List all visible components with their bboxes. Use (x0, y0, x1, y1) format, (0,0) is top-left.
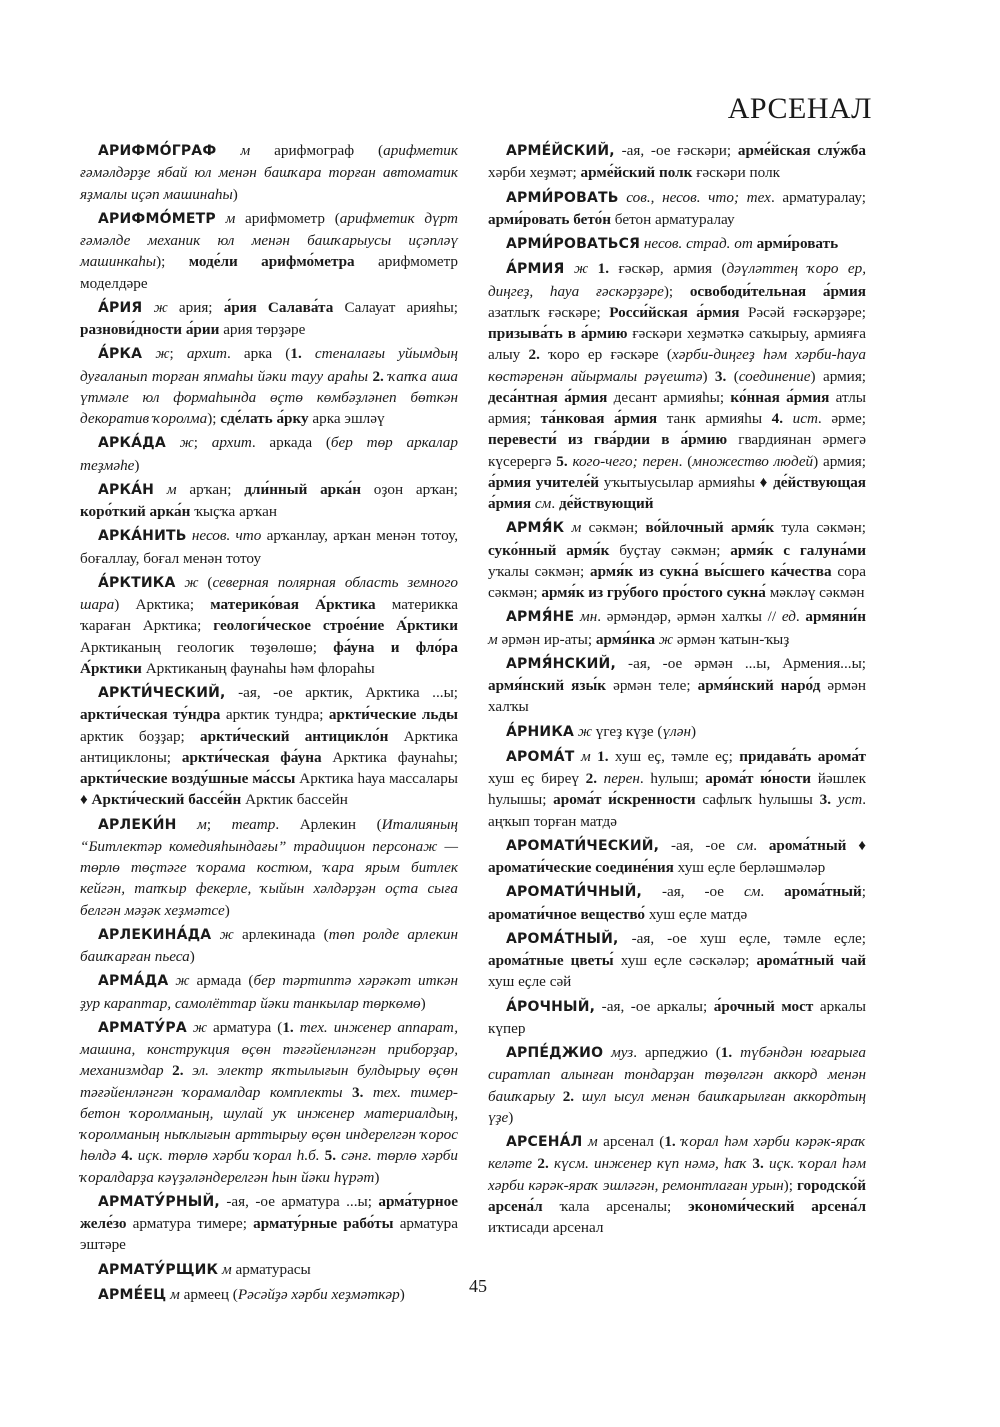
dict-entry: АРОМАТИ́ЧЕСКИЙ, -ая, -ое см. арома́тный ♦ аромати́ческие соедине́ния хуш еҫле берләшмәләр (488, 836, 866, 876)
dict-entry: АРПЕ́ДЖИО муз. арпеджио (1. түбәндән юғарыға сиратлап алынған тондарҙан төҙөлгән аккорд менән башҡарыу 2. шул ысул менән башҡарылған аккордтың үҙе) (488, 1044, 867, 1126)
dict-entry: А́РИЯ ж ария; а́рия Салава́та Салауат арияһы; разнови́дности а́рии ария төрҙәре (80, 298, 459, 338)
dict-entry: АРМА́ДА ж армада (бер тәртиптә хәрәкәт иткән ҙур караптар, самолёттар йәки танкылар төркөмө) (80, 972, 458, 1012)
dict-entry: АРИФМО́МЕТР м арифмометр (арифметик дүрт ғәмәлде механик юл менән башҡарыусы иҫәпләү машинкаһы); моде́ли арифмо́метра арифмометр моделдәре (80, 209, 458, 292)
dict-entry: АРМЯ́НЕ мн. әрмәндәр, әрмән халҡы // ед. армяни́н м әрмән ир-аты; армя́нка ж әрмән ҡатын-ҡыҙ (488, 608, 867, 648)
dict-entry: АРМЕ́ЕЦ м армеец (Рәсәйҙә хәрби хеҙмәткәр) (98, 1285, 405, 1303)
dict-entry: АРКТИ́ЧЕСКИЙ, -ая, -ое арктик, Арктика ...ы; аркти́ческая ту́ндра арктик тундра; аркти́ческие льды арктик боҙҙар; аркти́ческий антицикло́н Арктика антициклоны; аркти́ческая фа́уна Арктика фаунаһы; аркти́ческие возду́шные ма́ссы Арктика һауа массалары ♦ Аркти́ческий бассе́йн Арктик бассейн (80, 684, 458, 809)
dict-entry: А́РОЧНЫЙ, -ая, -ое аркалы; а́рочный мост аркалы күпер (488, 997, 866, 1037)
dict-entry: А́РМИЯ ж 1. ғәскәр, армия (дәүләттең ҡоро ер, диңгеҙ, һауа ғәскәрҙәре); освободи́тельная а́рмия азатлыҡ ғәскәре; Росси́йская а́рмия Рәсәй ғәскәрҙәре; призыва́ть в а́рмию ғәскәри хеҙмәткә саҡырыу, армияға алыу 2. ҡоро ер ғәскәре (хәрби-диңгеҙ һәм хәрби-һауа көстәренән айырмалы рәүештә) 3. (соединение) армия; деса́нтная а́рмия десант армияһы; ко́нная а́рмия атлы армия; та́нковая а́рмия танк армияһы 4. ист. әрме; перевести́ из гва́рдии в а́рмию гвардиянан әрмегә күсерергә 5. кого-чего; перен. (множество людей) армия; а́рмия учителе́й уҡытыусылар армияһы ♦ де́йствующая а́рмия см. де́йствующий (488, 260, 867, 512)
dict-entry: АРМЯ́К м сәкмән; во́йлочный армя́к тула сәкмән; суко́нный армя́к буҫтау сәкмән; армя́к с галуна́ми уҡалы сәкмән; армя́к из сукна́ вы́сшего ка́чества сора сәкмән; армя́к из гру́бого про́стого сукна́ мәкләү сәкмән (488, 519, 867, 601)
dict-entry: АРЛЕКИНА́ДА ж арлекинада (төп ролде арлекин башҡарған пьеса) (80, 925, 458, 965)
dict-entry: АРМАТУ́РЩИК м арматурасы (98, 1260, 311, 1278)
dict-entry: АРМИ́РОВАТЬСЯ несов. страд. от арми́ровать (506, 235, 839, 252)
page-number: 45 (469, 1276, 487, 1296)
dict-entry: АРСЕНА́Л м арсенал (1. ҡорал һәм хәрби кәрәк-яраҡ келәте 2. күсм. инженер күп нәмә, һаҡ 3. иҫк. ҡорал һәм хәрби кәрәк-яраҡ эшләгән, ремонтлаған урын); городско́й арсена́л ҡала арсеналы; экономи́ческий арсена́л иҡтисади арсенал (488, 1133, 867, 1236)
dict-entry: АРМАТУ́РНЫЙ, -ая, -ое арматура ...ы; арма́турное желе́зо арматура тимере; армату́рные рабо́ты арматура эштәре (80, 1192, 459, 1254)
dict-entry: АРОМАТИ́ЧНЫЙ, -ая, -ое см. арома́тный; аромати́чное вещество́ хуш еҫле матдә (488, 883, 866, 923)
dict-entry: АРОМА́Т м 1. хуш еҫ, тәмле еҫ; придава́ть арома́т хуш еҫ биреү 2. перен. һулыш; арома́т ю́ности йәшлек һулышы; арома́т и́скренности сафлыҡ һулышы 3. уст. аңҡып торған матдә (488, 747, 867, 830)
dict-entry: АРМАТУ́РА ж арматура (1. тех. инженер аппарат, машина, конструкция өҫөн тәғәйенләнгән приборҙар, механизмдар 2. эл. электр яҡтылығын булдырыу өҫөн тәғәйенләнгән ҡорамалдар комплекты 3. тех. тимер-бетон ҡоролманың, шулай уҡ инженер материалдың, ҡоролманың ныҡлығын арттырыу өҫөн индерелгән ҡорос һөлдә 4. иҫк. төрлө хәрби ҡорал һ.б. 5. сәнғ. төрлө хәрби ҡоралдарҙа кәүҙәләндерелгән һын йәки һүрәт) (80, 1018, 459, 1186)
page-header-title: АРСЕНАЛ (727, 92, 872, 125)
left-column (80, 140, 458, 1309)
dict-entry: АРМЯ́НСКИЙ, -ая, -ое әрмән ...ы, Армения...ы; армя́нский язы́к әрмән теле; армя́нский наро́д әрмән халҡы (488, 654, 866, 716)
right-column (488, 140, 866, 1241)
dict-entry: АРМИ́РОВАТЬ сов., несов. что; тех. арматуралау; арми́ровать бето́н бетон арматуралау (488, 188, 867, 228)
dict-entry: А́РКТИКА ж (северная полярная область земного шара) Арктика; материко́вая А́рктика материкка ҡараған Арктика; геологи́ческое строе́ние А́рктики Арктиканың геологик төҙөлөшө; фа́уна и фло́ра А́рктики Арктиканың фаунаһы һәм флораһы (80, 573, 459, 677)
dict-entry: АРЛЕКИ́Н м; театр. Арлекин (Италияның “Битлектәр комедияһындағы” традицион персонаж — төрлө төҫтәге ҡорама костюм, ҡара ярым битлек кейгән, тапҡыр фекерле, ҡыйын хәлдәрҙән оҫта сыға белгән мәҙәк хеҙмәтсе) (80, 815, 458, 919)
dict-entry: АРМЕ́ЙСКИЙ, -ая, -ое ғәскәри; арме́йская слу́жба хәрби хеҙмәт; арме́йский полк ғәскәри полк (488, 142, 866, 182)
dict-entry: А́РКА ж; архит. арка (1. стеналағы уйымдың дуғаланып торған япмаһы йәки тауу араһы 2. ҡапҡа аша үтмәле юл формаһында өҫтө көмбәҙләнеп бөткән декоратив ҡоролма); сде́лать а́рку арка эшләү (80, 345, 459, 427)
dict-entry: А́РНИКА ж үгеҙ күҙе (үлән) (506, 722, 697, 740)
dict-entry: АРКА́НИТЬ несов. что арҡанлау, арҡан менән тотоу, боғаллау, боғал менән тотоу (80, 527, 458, 567)
dict-entry: АРОМА́ТНЫЙ, -ая, -ое хуш еҫле, тәмле еҫле; арома́тные цветы́ хуш еҫле сәскәләр; арома́тный чай хуш еҫле сәй (488, 929, 866, 991)
dict-entry: АРКА́Н м арҡан; дли́нный арка́н оҙон арҡан; коро́ткий арка́н ҡыҫҡа арҡан (80, 480, 458, 520)
dict-entry: АРКА́ДА ж; архит. аркада (бер төр аркалар теҙмәһе) (80, 434, 458, 474)
dict-entry: АРИФМО́ГРАФ м арифмограф (арифметик ғәмәлдәрҙе ябай юл менән башҡара торған автоматик яҙмалы иҫәп машинаһы) (80, 142, 458, 203)
